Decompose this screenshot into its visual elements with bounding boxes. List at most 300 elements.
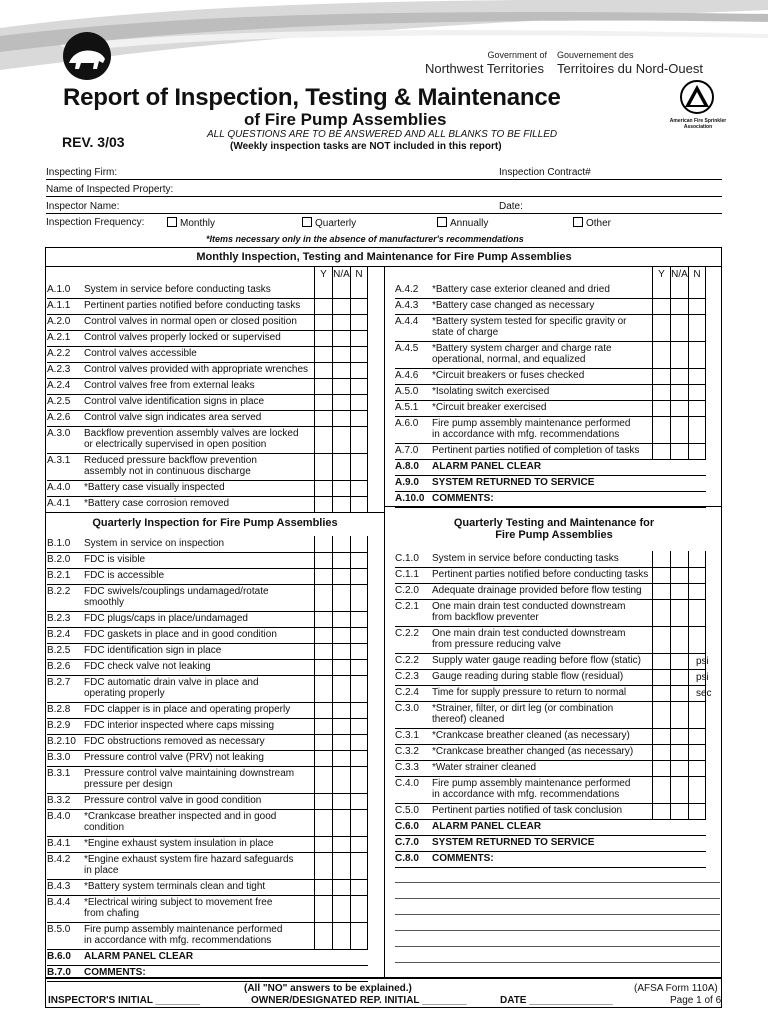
answer-no-cell[interactable] [688,685,706,701]
answer-na-cell[interactable] [670,443,688,459]
answer-na-cell[interactable] [332,314,350,330]
answer-na-cell[interactable] [332,282,350,298]
answer-yes-cell[interactable] [652,314,670,341]
item-code: B.2.2 [47,586,71,597]
answer-yes-cell[interactable] [314,922,332,949]
item-text: FDC automatic drain valve in place and operating properly [84,677,259,699]
gov-en: Government of Northwest Territories [425,50,547,76]
answer-yes-cell[interactable] [314,718,332,734]
answer-yes-cell[interactable] [652,443,670,459]
comment-line[interactable] [395,898,720,899]
answer-na-cell[interactable] [670,701,688,728]
item-text: FDC interior inspected where caps missing [84,720,275,731]
answer-no-cell[interactable] [688,341,706,368]
answer-yes-cell[interactable] [314,453,332,480]
answer-no-cell[interactable] [350,895,368,922]
answer-na-cell[interactable] [332,836,350,852]
answer-yes-cell[interactable] [652,400,670,416]
item-text: *Crankcase breather inspected and in good condition [84,811,277,833]
answer-yes-cell[interactable] [652,760,670,776]
answer-yes-cell[interactable] [314,496,332,512]
answer-no-cell[interactable] [350,879,368,895]
item-code: A.2.4 [47,380,71,391]
item-text: Pressure control valve (PRV) not leaking [84,752,264,763]
answer-yes-cell[interactable] [314,330,332,346]
answer-na-cell[interactable] [332,793,350,809]
item-code: B.2.9 [47,720,71,731]
answer-na-cell[interactable] [332,378,350,394]
answer-na-cell[interactable] [332,330,350,346]
item-code: A.2.3 [47,364,71,375]
answer-no-cell[interactable] [350,611,368,627]
answer-no-cell[interactable] [688,803,706,819]
item-code: C.3.3 [395,762,419,773]
answer-yes-cell[interactable] [314,426,332,453]
answer-no-cell[interactable] [688,443,706,459]
answer-no-cell[interactable] [350,809,368,836]
answer-yes-cell[interactable] [314,346,332,362]
answer-yes-cell[interactable] [652,368,670,384]
afsa-logo-icon [680,80,714,118]
annually-checkbox[interactable]: Annually [437,217,488,229]
item-text: System in service on inspection [84,538,225,549]
footer-date[interactable]: DATE _______________ [500,995,613,1006]
answer-no-cell[interactable] [688,282,706,298]
item-code: A.1.0 [47,284,71,295]
answer-no-cell[interactable] [688,626,706,653]
answer-na-cell[interactable] [332,496,350,512]
answer-no-cell[interactable] [350,536,368,552]
inspector-initial[interactable]: INSPECTOR'S INITIAL ________ [48,995,201,1006]
monthly-title: Monthly Inspection, Testing and Maintenance for Fire Pump Assemblies [196,251,572,263]
comment-line[interactable] [395,962,720,963]
other-checkbox[interactable]: Other [573,217,611,229]
answer-no-cell[interactable] [350,346,368,362]
item-text: *Battery case visually inspected [84,482,225,493]
answer-na-cell[interactable] [670,669,688,685]
answer-no-cell[interactable] [350,426,368,453]
answer-na-cell[interactable] [670,583,688,599]
item-code: A.2.5 [47,396,71,407]
answer-yes-cell[interactable] [652,685,670,701]
item-code: A.4.5 [395,343,419,354]
table-row [47,811,314,838]
answer-yes-cell[interactable] [314,836,332,852]
table-row [47,854,314,881]
item-text: SYSTEM RETURNED TO SERVICE [432,837,595,848]
answer-na-cell[interactable] [332,394,350,410]
item-text: Supply water gauge reading before flow (static) [432,655,642,666]
answer-na-cell[interactable] [332,750,350,766]
answer-yes-cell[interactable] [314,282,332,298]
item-text: Pressure control valve in good condition [84,795,262,806]
answer-yes-cell[interactable] [652,626,670,653]
answer-yes-cell[interactable] [314,702,332,718]
answer-no-cell[interactable] [350,496,368,512]
answer-no-cell[interactable] [688,669,706,685]
answer-yes-cell[interactable] [652,803,670,819]
answer-no-cell[interactable] [688,416,706,443]
page-number: Page 1 of 6 [670,995,722,1006]
form-number: (AFSA Form 110A) [634,983,718,994]
item-code: A.1.1 [47,300,71,311]
item-code: B.7.0 [47,967,71,978]
answer-yes-cell[interactable] [314,793,332,809]
answer-na-cell[interactable] [332,922,350,949]
answer-na-cell[interactable] [670,368,688,384]
frequency-row: Inspection Frequency: Monthly Quarterly Annually Other [46,217,612,229]
answer-na-cell[interactable] [332,298,350,314]
page-title: Report of Inspection, Testing & Maintenance [63,84,561,111]
item-code: B.3.1 [47,768,71,779]
answer-na-cell[interactable] [670,567,688,583]
item-text: FDC gaskets in place and in good condition [84,629,277,640]
item-text: *Strainer, filter, or dirt leg (or combination thereof) cleaned [432,703,614,725]
answer-no-cell[interactable] [350,836,368,852]
answer-na-cell[interactable] [332,426,350,453]
comment-line[interactable] [395,946,720,947]
answer-na-cell[interactable] [332,702,350,718]
answer-no-cell[interactable] [350,766,368,793]
answer-no-cell[interactable] [350,552,368,568]
answer-yes-cell[interactable] [314,480,332,496]
item-code: A.7.0 [395,445,419,456]
column-header: N [350,267,368,282]
answer-no-cell[interactable] [350,410,368,426]
answer-yes-cell[interactable] [314,852,332,879]
item-text: FDC swivels/couplings undamaged/rotate smoothly [84,586,269,608]
answer-yes-cell[interactable] [652,551,670,567]
answer-na-cell[interactable] [332,766,350,793]
answer-yes-cell[interactable] [652,653,670,669]
item-text: *Battery case changed as necessary [432,300,595,311]
answer-yes-cell[interactable] [314,314,332,330]
answer-na-cell[interactable] [332,627,350,643]
item-text: *Engine exhaust system fire hazard safeguards in place [84,854,294,876]
answer-na-cell[interactable] [332,410,350,426]
answer-yes-cell[interactable] [314,394,332,410]
answer-na-cell[interactable] [670,626,688,653]
table-row [395,628,652,655]
answer-no-cell[interactable] [350,453,368,480]
answer-na-cell[interactable] [670,760,688,776]
answer-na-cell[interactable] [670,282,688,298]
item-code: A.8.0 [395,461,419,472]
answer-na-cell[interactable] [670,384,688,400]
item-code: A.2.0 [47,316,71,327]
item-code: A.4.3 [395,300,419,311]
answer-na-cell[interactable] [332,552,350,568]
item-code: C.2.3 [395,671,419,682]
item-code: C.1.1 [395,569,419,580]
answer-na-cell[interactable] [332,675,350,702]
item-text: Pertinent parties notified of completion of tasks [432,445,640,456]
comment-line[interactable] [395,914,720,915]
answer-na-cell[interactable] [332,480,350,496]
answer-yes-cell[interactable] [314,362,332,378]
item-text: *Isolating switch exercised [432,386,550,397]
answer-yes-cell[interactable] [314,536,332,552]
instruction-note: ALL QUESTIONS ARE TO BE ANSWERED AND ALL BLANKS TO BE FILLED [207,129,558,140]
answer-yes-cell[interactable] [652,728,670,744]
item-text: *Crankcase breather cleaned (as necessary) [432,730,630,741]
item-code: B.5.0 [47,924,71,935]
item-code: B.2.5 [47,645,71,656]
answer-yes-cell[interactable] [314,584,332,611]
item-text: FDC plugs/caps in place/undamaged [84,613,248,624]
answer-no-cell[interactable] [350,298,368,314]
answer-yes-cell[interactable] [314,766,332,793]
answer-no-cell[interactable] [350,793,368,809]
item-text: Control valve sign indicates area served [84,412,262,423]
answer-yes-cell[interactable] [314,879,332,895]
item-code: C.3.1 [395,730,419,741]
answer-na-cell[interactable] [332,734,350,750]
polar-bear-logo [57,31,117,81]
answer-no-cell[interactable] [688,728,706,744]
item-code: B.2.8 [47,704,71,715]
answer-yes-cell[interactable] [652,669,670,685]
answer-no-cell[interactable] [688,368,706,384]
answer-na-cell[interactable] [332,895,350,922]
answer-no-cell[interactable] [350,362,368,378]
answer-yes-cell[interactable] [652,744,670,760]
item-code: B.4.2 [47,854,71,865]
answer-no-cell[interactable] [350,584,368,611]
explain-note: (All "NO" answers to be explained.) [244,983,412,994]
answer-yes-cell[interactable] [314,895,332,922]
answer-no-cell[interactable] [350,330,368,346]
answer-na-cell[interactable] [670,400,688,416]
answer-yes-cell[interactable] [314,659,332,675]
answer-no-cell[interactable] [350,568,368,584]
item-text: One main drain test conducted downstream from backflow preventer [432,601,626,623]
table-row [395,316,652,343]
comment-line[interactable] [395,930,720,931]
answer-no-cell[interactable] [350,659,368,675]
table-row [395,703,652,730]
item-text: Gauge reading during stable flow (residual) [432,671,624,682]
item-text: Fire pump assembly maintenance performed in accordance with mfg. recommendations [84,924,283,946]
table-row [47,897,314,924]
answer-no-cell[interactable] [688,567,706,583]
property-field[interactable]: Name of Inspected Property: [46,180,722,197]
item-code: B.3.2 [47,795,71,806]
answer-na-cell[interactable] [670,653,688,669]
answer-yes-cell[interactable] [652,583,670,599]
answer-na-cell[interactable] [332,584,350,611]
item-code: A.4.6 [395,370,419,381]
answer-na-cell[interactable] [332,643,350,659]
weekly-note: (Weekly inspection tasks are NOT included in this report) [230,141,502,152]
answer-no-cell[interactable] [350,282,368,298]
inspector-field[interactable]: Inspector Name: Date: [46,197,722,214]
answer-no-cell[interactable] [350,718,368,734]
answer-na-cell[interactable] [670,416,688,443]
item-code: C.1.0 [395,553,419,564]
item-code: B.2.1 [47,570,71,581]
answer-yes-cell[interactable] [652,567,670,583]
answer-no-cell[interactable] [350,675,368,702]
item-text: *Electrical wiring subject to movement free from chafing [84,897,273,919]
answer-no-cell[interactable] [350,378,368,394]
answer-no-cell[interactable] [350,734,368,750]
answer-yes-cell[interactable] [314,378,332,394]
answer-na-cell[interactable] [670,776,688,803]
answer-na-cell[interactable] [332,453,350,480]
item-text: *Crankcase breather changed (as necessary) [432,746,634,757]
answer-no-cell[interactable] [688,583,706,599]
item-text: Control valves free from external leaks [84,380,255,391]
gov-fr: Gouvernement des Territoires du Nord-Ouest [557,50,703,76]
item-code: C.4.0 [395,778,419,789]
item-text: Pertinent parties notified of task conclusion [432,805,623,816]
answer-yes-cell[interactable] [314,675,332,702]
answer-na-cell[interactable] [332,659,350,675]
item-code: A.2.6 [47,412,71,423]
answer-no-cell[interactable] [350,643,368,659]
answer-no-cell[interactable] [350,702,368,718]
answer-no-cell[interactable] [688,653,706,669]
item-text: COMMENTS: [432,493,494,504]
answer-no-cell[interactable] [688,384,706,400]
answer-no-cell[interactable] [688,701,706,728]
answer-yes-cell[interactable] [652,701,670,728]
item-text: Pressure control valve maintaining downstream pressure per design [84,768,295,790]
answer-yes-cell[interactable] [652,776,670,803]
answer-na-cell[interactable] [332,611,350,627]
item-code: A.5.0 [395,386,419,397]
answer-yes-cell[interactable] [314,734,332,750]
answer-na-cell[interactable] [332,346,350,362]
item-text: Pertinent parties notified before conducting tasks [84,300,301,311]
answer-yes-cell[interactable] [314,611,332,627]
item-text: *Water strainer cleaned [432,762,537,773]
item-code: A.4.0 [47,482,71,493]
item-code: C.2.2 [395,628,419,639]
answer-yes-cell[interactable] [314,809,332,836]
item-code: B.3.0 [47,752,71,763]
answer-no-cell[interactable] [350,394,368,410]
item-code: A.4.2 [395,284,419,295]
column-header: N [688,267,706,282]
item-code: B.6.0 [47,951,71,962]
item-text: *Circuit breakers or fuses checked [432,370,585,381]
table-row [395,778,652,805]
answer-na-cell[interactable] [670,314,688,341]
item-text: FDC check valve not leaking [84,661,211,672]
answer-na-cell[interactable] [670,744,688,760]
item-text: Backflow prevention assembly valves are locked or electrically supervised in open position [84,428,299,450]
answer-yes-cell[interactable] [652,341,670,368]
answer-yes-cell[interactable] [314,627,332,643]
item-text: FDC is accessible [84,570,165,581]
answer-no-cell[interactable] [688,744,706,760]
item-text: Reduced pressure backflow prevention assembly not in continuous discharge [84,455,257,477]
answer-na-cell[interactable] [670,803,688,819]
answer-yes-cell[interactable] [314,410,332,426]
answer-no-cell[interactable] [688,760,706,776]
afsa-name: American Fire Sprinkler Association [669,118,727,130]
table-row [395,418,652,445]
answer-na-cell[interactable] [332,362,350,378]
item-code: A.10.0 [395,493,425,504]
answer-no-cell[interactable] [350,922,368,949]
answer-na-cell[interactable] [670,728,688,744]
answer-no-cell[interactable] [350,314,368,330]
answer-yes-cell[interactable] [314,643,332,659]
answer-yes-cell[interactable] [314,750,332,766]
table-row [47,768,314,795]
item-code: A.5.1 [395,402,419,413]
monthly-checkbox[interactable]: Monthly [167,217,215,229]
answer-na-cell[interactable] [332,852,350,879]
answer-yes-cell[interactable] [314,552,332,568]
inspecting-firm-field[interactable]: Inspecting Firm: Inspection Contract# [46,163,722,180]
answer-na-cell[interactable] [670,341,688,368]
comment-line[interactable] [395,882,720,883]
answer-no-cell[interactable] [688,551,706,567]
item-code: C.2.1 [395,601,419,612]
answer-na-cell[interactable] [670,298,688,314]
manufacturer-note: *Items necessary only in the absence of manufacturer's recommendations [206,234,524,244]
item-text: FDC clapper is in place and operating properly [84,704,291,715]
quarterly-checkbox[interactable]: Quarterly [302,217,356,229]
answer-yes-cell[interactable] [314,568,332,584]
item-text: Control valves properly locked or supervised [84,332,281,343]
answer-na-cell[interactable] [332,536,350,552]
answer-no-cell[interactable] [688,599,706,626]
answer-yes-cell[interactable] [652,599,670,626]
answer-yes-cell[interactable] [652,298,670,314]
answer-no-cell[interactable] [688,776,706,803]
answer-na-cell[interactable] [670,685,688,701]
table-row [47,586,314,613]
answer-na-cell[interactable] [332,718,350,734]
answer-na-cell[interactable] [670,551,688,567]
answer-yes-cell[interactable] [652,282,670,298]
answer-no-cell[interactable] [350,750,368,766]
item-code: B.2.7 [47,677,71,688]
answer-na-cell[interactable] [670,599,688,626]
table-row [395,343,652,370]
item-code: A.2.2 [47,348,71,359]
answer-na-cell[interactable] [332,568,350,584]
answer-no-cell[interactable] [688,400,706,416]
answer-no-cell[interactable] [350,627,368,643]
answer-na-cell[interactable] [332,809,350,836]
answer-yes-cell[interactable] [314,298,332,314]
item-code: B.4.0 [47,811,71,822]
item-code: A.2.1 [47,332,71,343]
item-code: C.6.0 [395,821,419,832]
answer-no-cell[interactable] [688,314,706,341]
answer-yes-cell[interactable] [652,384,670,400]
answer-no-cell[interactable] [350,852,368,879]
item-text: FDC is visible [84,554,146,565]
item-text: Control valve identification signs in place [84,396,265,407]
answer-no-cell[interactable] [350,480,368,496]
owner-initial[interactable]: OWNER/DESIGNATED REP. INITIAL ________ [251,995,467,1006]
answer-na-cell[interactable] [332,879,350,895]
item-text: Time for supply pressure to return to normal [432,687,627,698]
answer-no-cell[interactable] [688,298,706,314]
answer-yes-cell[interactable] [652,416,670,443]
column-header: N/A [671,269,688,280]
item-code: C.2.4 [395,687,419,698]
item-code: B.2.6 [47,661,71,672]
item-code: C.8.0 [395,853,419,864]
